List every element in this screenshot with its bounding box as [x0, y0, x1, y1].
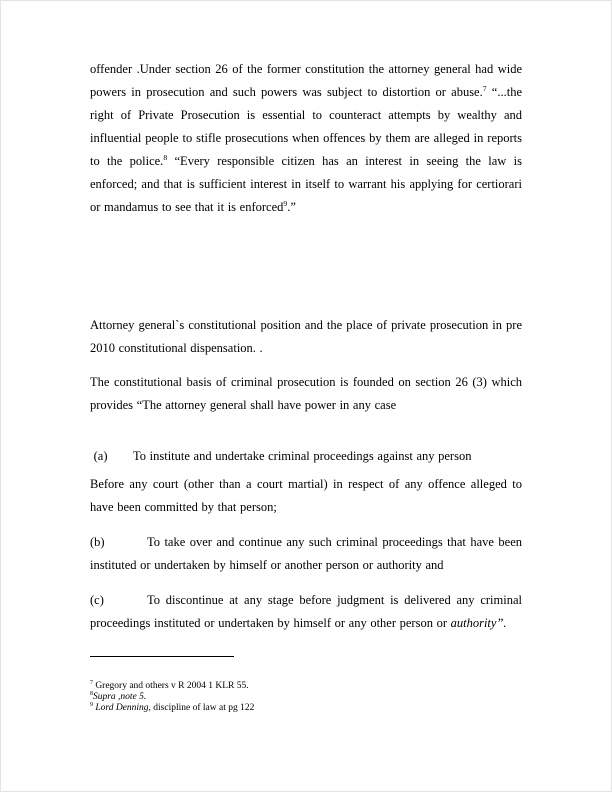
paragraph-constitutional-basis: The constitutional basis of criminal prosecution is founded on section 26 (3) which provides “The attorney general shall have power in any case: [90, 375, 522, 412]
footnote-9: $^9$ Lord Denning, discipline of law at pg 122: [90, 701, 255, 713]
list-item-c: (c) To discontinue at any stage before judgment is delivered any criminal proceedings instituted or undertaken by himself or any other person or authority”.: [90, 593, 522, 630]
list-item-a: (a) To institute and undertake criminal proceedings against any person: [90, 449, 472, 463]
footnote-7: $^7$ Gregory and others v R 2004 1 KLR 55.: [90, 679, 249, 691]
footnote-separator: [90, 656, 234, 657]
paragraph-intro: offender .Under section 26 of the former constitution the attorney general had wide powers in prosecution and such powers was subject to distortion or abuse.$^7$ “...the right of Private Prosecution is essential to counteract attempts by wealthy and influential people to stifle prosecutions when offences by them are alleged in reports to the police.$^8$ “Every responsible citizen has an interest in seeing the law is enforced; and that is sufficient interest in itself to warrant his applying for certiorari or mandamus to see that it is enforced$^9$.”: [90, 62, 522, 214]
paragraph-before-any-court: Before any court (other than a court martial) in respect of any offence alleged to have been committed by that person;: [90, 477, 522, 514]
document-body: [90, 58, 522, 635]
footnote-8: $^8$Supra ,note 5.: [90, 690, 147, 702]
heading-ag-position: Attorney general`s constitutional position and the place of private prosecution in pre 2010 constitutional dispensation. .: [90, 318, 522, 355]
list-item-b: (b) To take over and continue any such criminal proceedings that have been instituted or undertaken by himself or another person or authority and: [90, 535, 522, 572]
footnote-section: [90, 656, 522, 714]
